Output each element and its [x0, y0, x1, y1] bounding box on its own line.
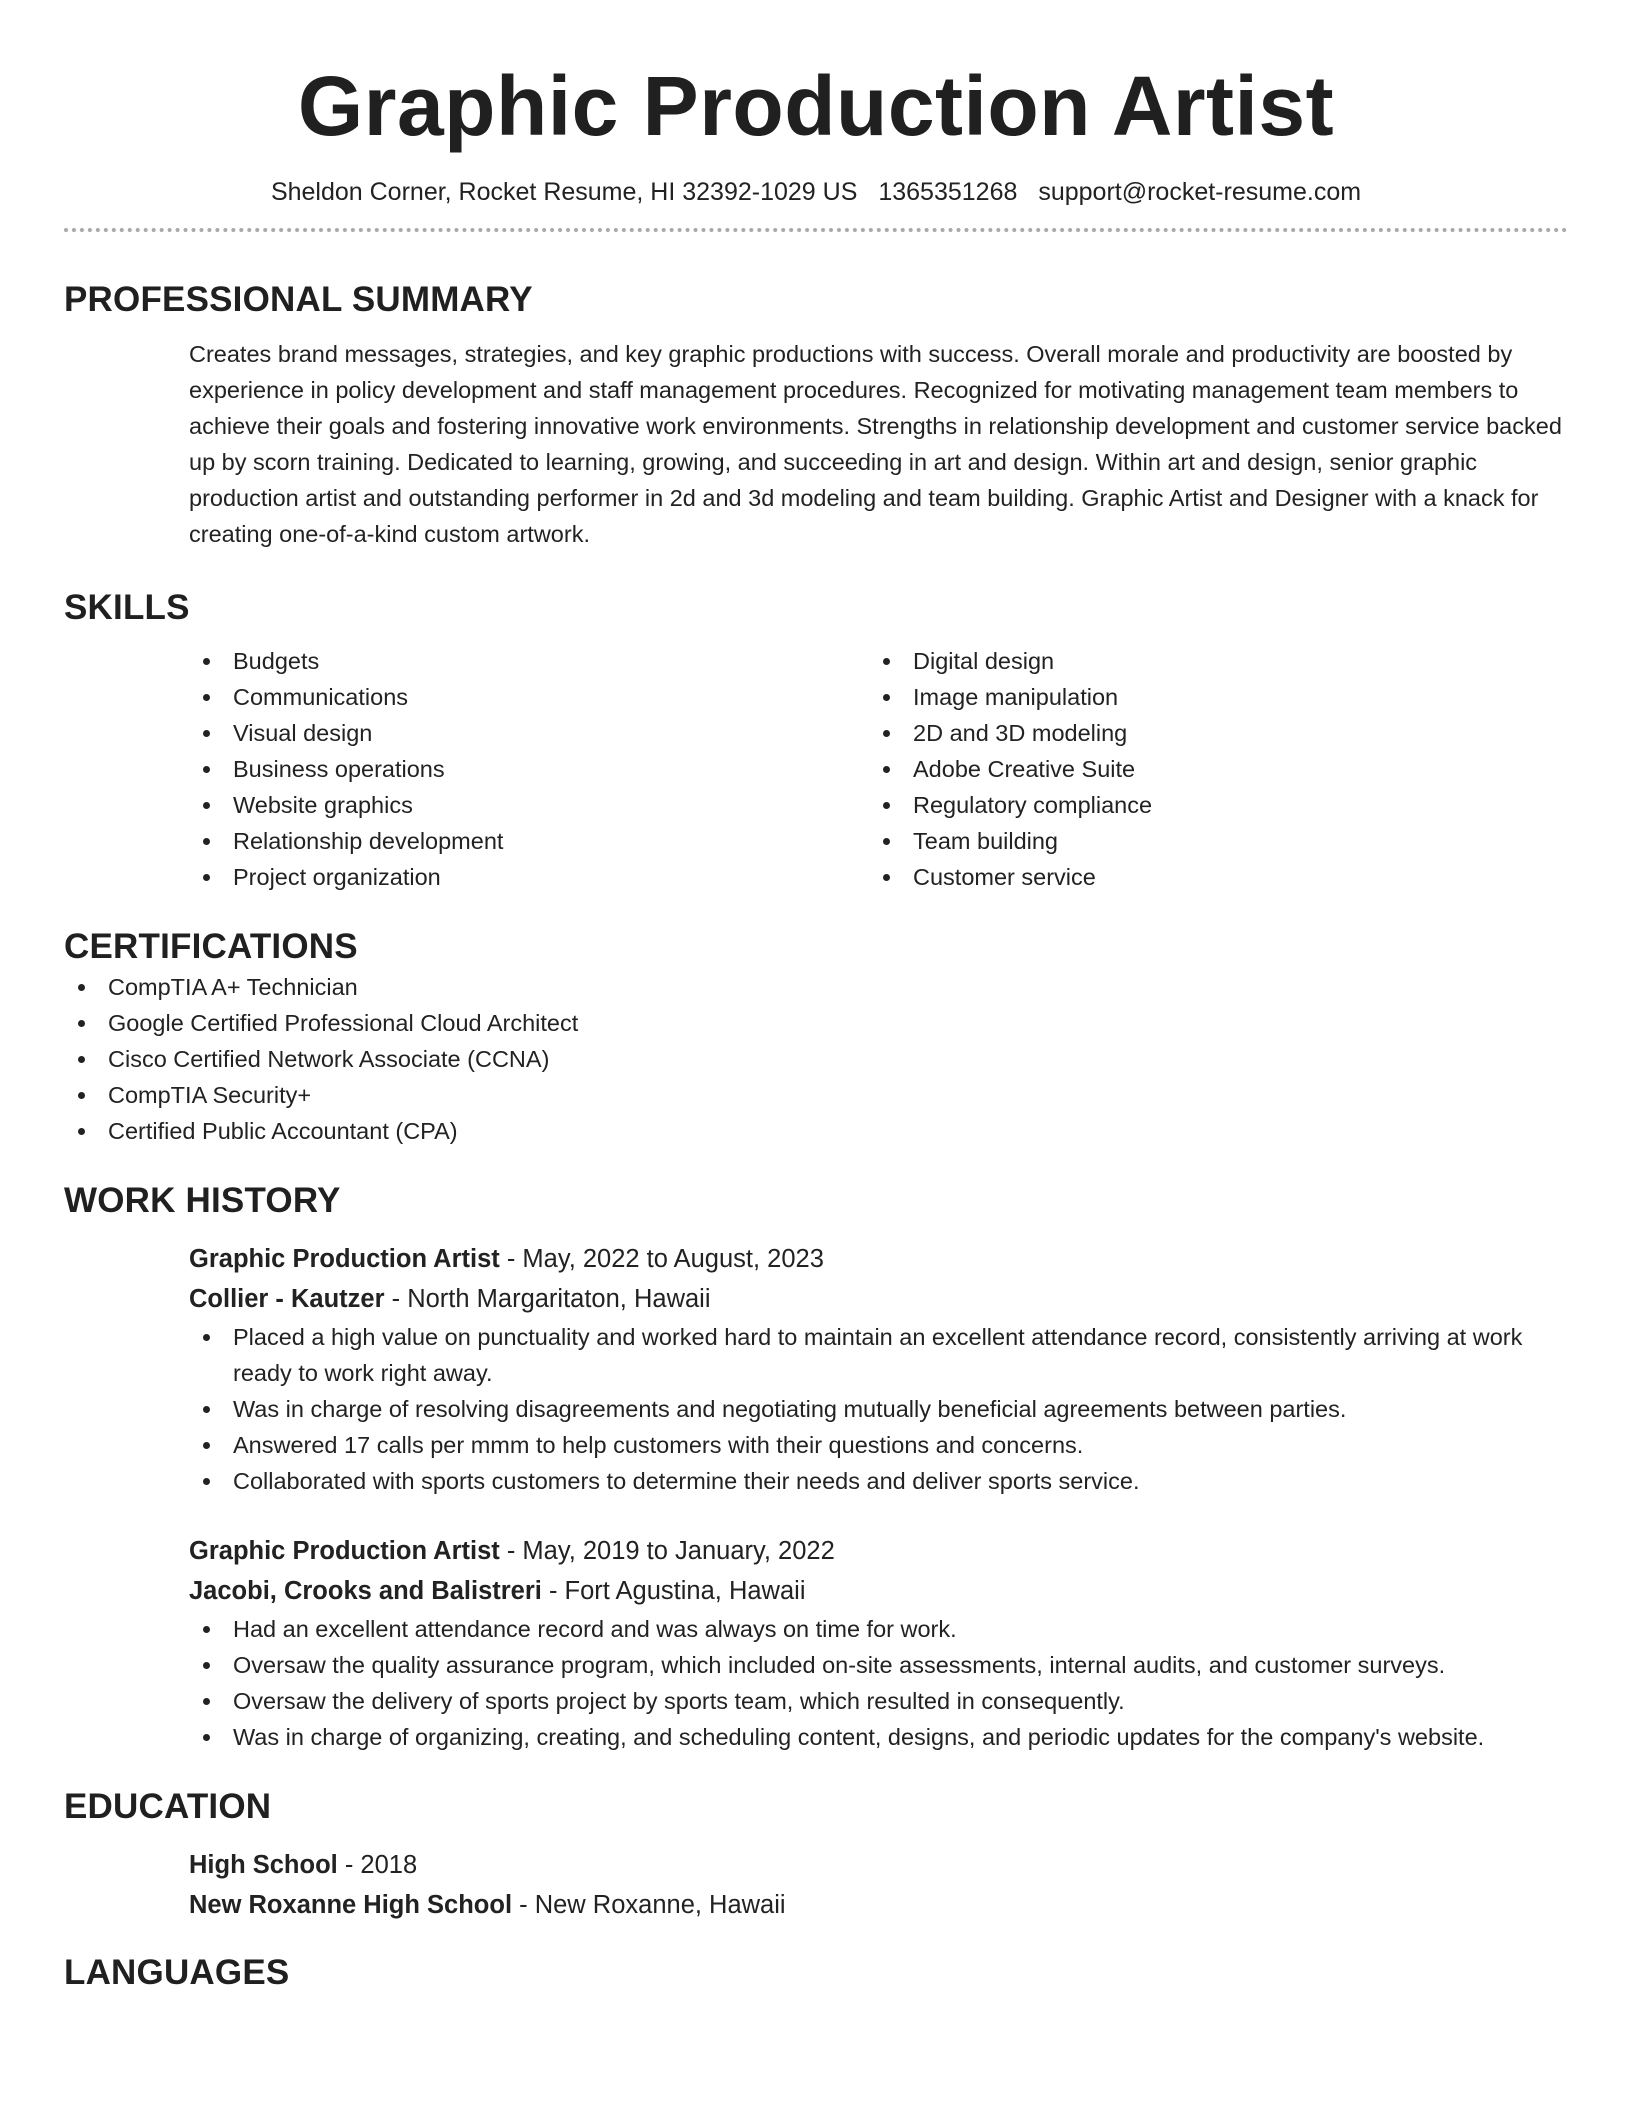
- candidate-name: Graphic Production Artist: [297, 59, 1335, 153]
- skill-item: 2D and 3D modeling: [869, 715, 1152, 751]
- education-section: [64, 1785, 1568, 1925]
- education-school-line: [189, 1885, 1568, 1925]
- job-location: - Fort Agustina, Hawaii: [541, 1577, 806, 1605]
- skill-item: Image manipulation: [869, 679, 1152, 715]
- job-role: Graphic Production Artist: [189, 1537, 500, 1565]
- certification-item: CompTIA A+ Technician: [64, 969, 1568, 1005]
- skill-item: Business operations: [189, 751, 869, 787]
- education-school: New Roxanne High School: [189, 1891, 513, 1919]
- job-duty: Oversaw the quality assurance program, which included on-site assessments, internal audits, and customer surveys.: [189, 1647, 1568, 1683]
- job-title-line: [189, 1531, 1568, 1571]
- certification-item: Cisco Certified Network Associate (CCNA): [64, 1041, 1568, 1077]
- header-divider: [64, 228, 1568, 232]
- skill-item: Communications: [189, 679, 869, 715]
- summary-section: [64, 278, 1568, 552]
- job-company-line: [189, 1571, 1568, 1611]
- skill-item: Customer service: [869, 859, 1152, 895]
- contact-email: support@rocket-resume.com: [1038, 178, 1362, 206]
- job-duty: Was in charge of resolving disagreements and negotiating mutually beneficial agreements between parties.: [189, 1391, 1568, 1427]
- education-entry: [189, 1845, 1568, 1925]
- education-year: - 2018: [337, 1851, 418, 1879]
- skill-item: Website graphics: [189, 787, 869, 823]
- certification-item: Google Certified Professional Cloud Architect: [64, 1005, 1568, 1041]
- skill-item: Regulatory compliance: [869, 787, 1152, 823]
- skill-item: Digital design: [869, 643, 1152, 679]
- job-duty: Collaborated with sports customers to determine their needs and deliver sports service.: [189, 1463, 1568, 1499]
- job-duty: Oversaw the delivery of sports project by sports team, which resulted in consequently.: [189, 1683, 1568, 1719]
- certifications-list: [64, 969, 1568, 1149]
- certification-item: CompTIA Security+: [64, 1077, 1568, 1113]
- job-duty: Answered 17 calls per mmm to help customers with their questions and concerns.: [189, 1427, 1568, 1463]
- contact-phone: 1365351268: [878, 178, 1018, 206]
- certification-item: Certified Public Accountant (CPA): [64, 1113, 1568, 1149]
- job-dates: - May, 2022 to August, 2023: [499, 1245, 824, 1273]
- job-dates: - May, 2019 to January, 2022: [499, 1537, 835, 1565]
- summary-heading: PROFESSIONAL SUMMARY: [64, 280, 533, 319]
- job-duties-list: [189, 1319, 1568, 1499]
- job-title-line: [189, 1239, 1568, 1279]
- job-entry: [189, 1239, 1568, 1499]
- job-duty: Was in charge of organizing, creating, and scheduling content, designs, and periodic updates for the company's website.: [189, 1719, 1568, 1755]
- job-role: Graphic Production Artist: [189, 1245, 500, 1273]
- education-location: - New Roxanne, Hawaii: [512, 1891, 786, 1919]
- certifications-heading: CERTIFICATIONS: [64, 927, 358, 966]
- skills-list-right: [869, 643, 1152, 895]
- summary-text: Creates brand messages, strategies, and key graphic productions with success. Overall morale and productivity are boosted by experience in policy development and staff management procedures. Recognized for motivating management team members to achieve their goals and fostering innovative work environments. Strengths in relationship development and customer service backed up by scorn training. Dedicated to learning, growing, and succeeding in art and design. Within art and design, senior graphic production artist and outstanding performer in 2d and 3d modeling and team building. Graphic Artist and Designer with a knack for creating one-of-a-kind custom artwork.: [189, 341, 1562, 547]
- skills-grid: [189, 643, 1568, 895]
- skill-item: Budgets: [189, 643, 869, 679]
- skills-list-left: [189, 643, 869, 895]
- skills-section: [64, 586, 1568, 895]
- languages-section: [64, 1951, 1568, 1995]
- certifications-section: [64, 925, 1568, 1149]
- job-duties-list: [189, 1611, 1568, 1755]
- job-location: - North Margaritaton, Hawaii: [384, 1285, 711, 1313]
- contact-address: Sheldon Corner, Rocket Resume, HI 32392-1029 US: [270, 178, 858, 206]
- education-degree-line: [189, 1845, 1568, 1885]
- job-company-line: [189, 1279, 1568, 1319]
- job-entry: [189, 1531, 1568, 1755]
- skills-heading: SKILLS: [64, 588, 190, 627]
- education-degree: High School: [189, 1851, 338, 1879]
- job-duty: Placed a high value on punctuality and worked hard to maintain an excellent attendance record, consistently arriving at work ready to work right away.: [189, 1319, 1568, 1391]
- skill-item: Adobe Creative Suite: [869, 751, 1152, 787]
- work-history-section: [64, 1179, 1568, 1755]
- skill-item: Relationship development: [189, 823, 869, 859]
- education-heading: EDUCATION: [64, 1787, 272, 1826]
- skill-item: Team building: [869, 823, 1152, 859]
- languages-heading: LANGUAGES: [64, 1953, 290, 1992]
- skill-item: Visual design: [189, 715, 869, 751]
- contact-info: [64, 176, 1568, 208]
- job-company: Collier - Kautzer: [189, 1285, 385, 1313]
- job-duty: Had an excellent attendance record and was always on time for work.: [189, 1611, 1568, 1647]
- skill-item: Project organization: [189, 859, 869, 895]
- work-history-heading: WORK HISTORY: [64, 1181, 341, 1220]
- job-company: Jacobi, Crooks and Balistreri: [189, 1577, 542, 1605]
